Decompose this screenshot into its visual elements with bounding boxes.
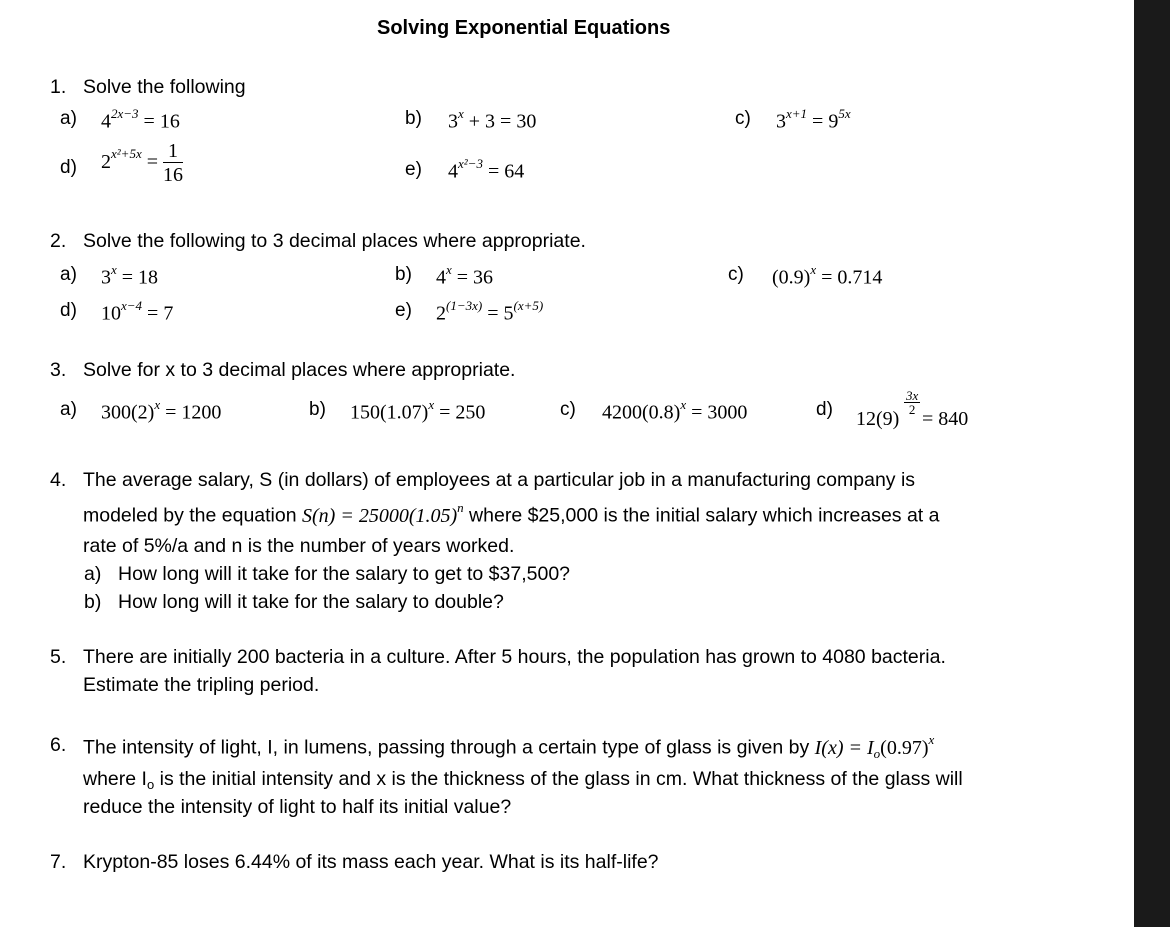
equation-1c: $3^{x+1} = 9^{5x}$ bbox=[776, 106, 851, 133]
question-text-line: The intensity of light, I, in lumens, passing through a certain type of glass is given by $I(x) = I_o(0.97)^x$ bbox=[83, 732, 935, 761]
question-text-line: modeled by the equation $S(n) = 25000(1.05)^n$ where $25,000 is the initial salary which increases at a bbox=[83, 500, 940, 527]
question-number: 3. bbox=[50, 359, 67, 381]
equation-3d-exponent: $\frac{3x}{2}$ bbox=[906, 388, 919, 417]
equation-3a: $300(2)^x = 1200$ bbox=[101, 397, 222, 424]
part-text: How long will it take for the salary to get to $37,500? bbox=[118, 563, 571, 585]
question-text-line: The average salary, S (in dollars) of employees at a particular job in a manufacturing company is bbox=[83, 469, 916, 491]
part-label: a) bbox=[60, 108, 77, 129]
question-number: 2. bbox=[50, 230, 67, 252]
equation-1d: $2^{x^2+5x}$ = $\frac{1}{16}$ bbox=[101, 140, 183, 186]
question-number: 1. bbox=[50, 76, 67, 98]
dark-side-panel bbox=[1134, 0, 1170, 927]
question-text: Krypton-85 loses 6.44% of its mass each year. What is its half-life? bbox=[83, 851, 659, 873]
part-label: e) bbox=[405, 159, 422, 180]
equation-2c: $(0.9)^x = 0.714$ bbox=[772, 262, 883, 289]
part-label: d) bbox=[60, 300, 77, 321]
question-number: 5. bbox=[50, 646, 67, 668]
equation-3d-rhs: = 840 bbox=[922, 408, 969, 430]
question-text-line: Estimate the tripling period. bbox=[83, 674, 320, 696]
part-label: c) bbox=[735, 108, 751, 129]
part-label: b) bbox=[405, 108, 422, 129]
question-text-line: There are initially 200 bacteria in a culture. After 5 hours, the population has grown to 4080 bacteria. bbox=[83, 646, 946, 668]
question-text: Solve for x to 3 decimal places where appropriate. bbox=[83, 359, 516, 381]
part-label: a) bbox=[60, 264, 77, 285]
part-label: d) bbox=[816, 399, 833, 420]
question-number: 4. bbox=[50, 469, 67, 491]
equation-2e: $2^{(1-3x)} = 5^{(x+5)}$ bbox=[436, 298, 544, 325]
part-label: b) bbox=[395, 264, 412, 285]
part-label: d) bbox=[60, 157, 77, 178]
question-text: Solve the following to 3 decimal places where appropriate. bbox=[83, 230, 586, 252]
question-text-line: rate of 5%/a and n is the number of years worked. bbox=[83, 535, 515, 557]
equation-2d: $10^{x-4} = 7$ bbox=[101, 298, 174, 325]
question-text: Solve the following bbox=[83, 76, 246, 98]
question-number: 6. bbox=[50, 734, 67, 756]
page-title: Solving Exponential Equations bbox=[377, 17, 671, 39]
equation-1a: $4^{2x-3} = 16$ bbox=[101, 106, 180, 133]
salary-equation: $S(n) = 25000(1.05)^n$ bbox=[302, 500, 464, 527]
equation-1e: $4^{x^2-3} = 64$ bbox=[448, 156, 525, 183]
part-label: a) bbox=[84, 563, 102, 585]
question-text-line: where $I_o$ is the initial intensity and x is the thickness of the glass in cm. What thickness of the glass will bbox=[83, 768, 963, 792]
part-label: e) bbox=[395, 300, 412, 321]
equation-3c: $4200(0.8)^x = 3000$ bbox=[602, 397, 748, 424]
question-text-line: reduce the intensity of light to half its initial value? bbox=[83, 796, 512, 818]
equation-3d-base: 12(9) bbox=[856, 408, 900, 430]
equation-2b: $4^x = 36$ bbox=[436, 262, 494, 289]
part-label: a) bbox=[60, 399, 77, 420]
equation-2a: $3^x = 18$ bbox=[101, 262, 159, 289]
intensity-equation: $I(x) = I_o(0.97)^x$ bbox=[814, 732, 935, 761]
equation-3b: $150(1.07)^x = 250$ bbox=[350, 397, 486, 424]
part-text: How long will it take for the salary to double? bbox=[118, 591, 504, 613]
question-number: 7. bbox=[50, 851, 67, 873]
part-label: c) bbox=[728, 264, 744, 285]
part-label: b) bbox=[309, 399, 326, 420]
part-label: c) bbox=[560, 399, 576, 420]
part-label: b) bbox=[84, 591, 102, 613]
equation-1b: $3^x + 3 = 30$ bbox=[448, 106, 537, 133]
